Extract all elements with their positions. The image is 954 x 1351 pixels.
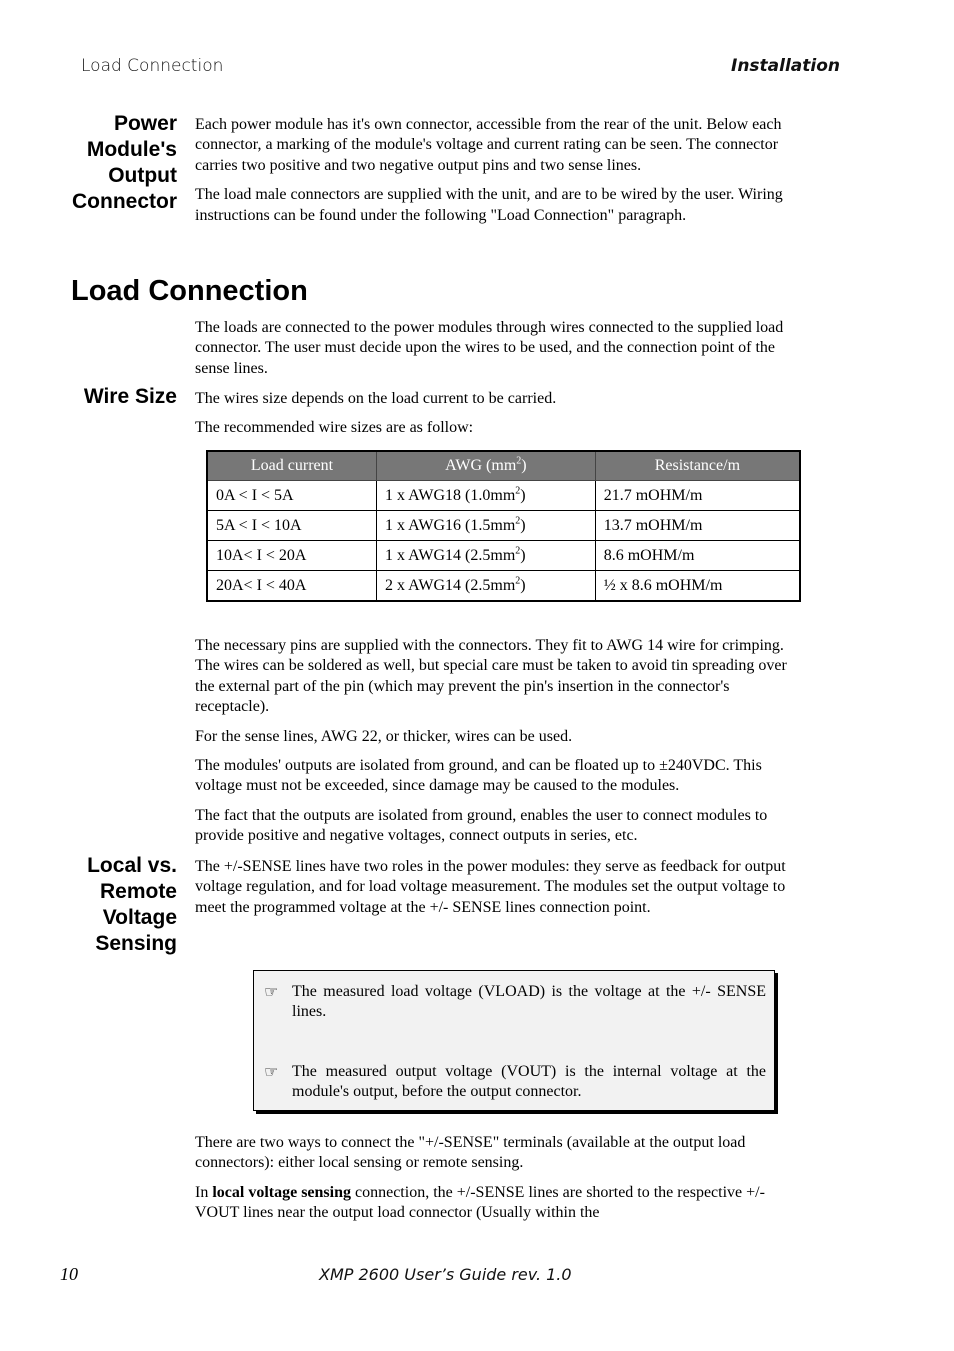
paragraph: The fact that the outputs are isolated from ground, enables the user to connect modules to provide positive and negative voltages, connect outputs in series, etc. xyxy=(195,806,768,845)
paragraph: For the sense lines, AWG 22, or thicker, wires can be used. xyxy=(195,727,573,745)
table-cell: ½ x 8.6 mOHM/m xyxy=(595,571,800,602)
paragraph: The recommended wire sizes are as follow: xyxy=(195,419,474,437)
heading-line: Remote xyxy=(99,880,177,903)
heading-line: Power xyxy=(113,112,177,135)
table-row xyxy=(207,511,800,541)
heading-line: Sensing xyxy=(95,932,177,955)
paragraph: In local voltage sensing connection, the +/-SENSE lines are shorted to the respective +/-VOUT lines near the output load connector (Usually within the xyxy=(195,1183,765,1222)
output-connector-heading xyxy=(27,111,177,215)
table-cell: 0A < I < 5A xyxy=(207,481,377,511)
note-box xyxy=(253,970,775,1111)
output-connector-text xyxy=(195,115,795,226)
note-text: The measured load voltage (VLOAD) is the voltage at the +/- SENSE lines. xyxy=(292,983,766,1021)
table-cell: 1 x AWG14 $(2.5mm^2)$ xyxy=(377,541,596,571)
sensing-details xyxy=(195,1133,795,1224)
table-cell: 1 x AWG18 $(1.0mm^2)$ xyxy=(377,481,596,511)
bold-term: local voltage sensing xyxy=(212,1183,351,1201)
paragraph: There are two ways to connect the "+/-SENSE" terminals (available at the output load connectors): either local sensing or remote sensing. xyxy=(195,1134,746,1172)
note-item xyxy=(264,1062,766,1103)
sensing-intro xyxy=(195,857,795,918)
table-cell: 2 x AWG14 $(2.5mm^2)$ xyxy=(377,571,596,602)
paragraph: The necessary pins are supplied with the connectors. They fit to AWG 14 wire for crimping. The wires can be soldered as well, but special care must be taken to avoid tin spreading over the external part of the pin (which may prevent the pin's insertion in the connector's receptacle). xyxy=(195,637,787,716)
heading-line: Module's xyxy=(86,138,177,161)
paragraph: The +/-SENSE lines have two roles in the power modules: they serve as feedback for output voltage regulation, and for load voltage measurement. The modules set the output voltage to meet the programmed voltage at the +/- SENSE lines connection point. xyxy=(195,858,786,916)
table-cell: 8.6 mOHM/m xyxy=(595,541,800,571)
wire-size-heading: Wire Size xyxy=(83,385,177,408)
table-cell: 1 x AWG16 $(1.5mm^2)$ xyxy=(377,511,596,541)
heading-line: Local vs. xyxy=(87,854,177,877)
table-cell: 5A < I < 10A xyxy=(207,511,377,541)
table-row xyxy=(207,481,800,511)
running-header-left: Load Connection xyxy=(81,56,224,76)
column-header: AWG $(mm^2)$ xyxy=(377,451,596,481)
heading-line: Voltage xyxy=(102,906,177,929)
pointing-hand-icon: ☞ xyxy=(264,982,279,1001)
wire-size-details xyxy=(195,636,795,847)
load-connection-intro xyxy=(195,318,795,379)
paragraph: The modules' outputs are isolated from ground, and can be floated up to ±240VDC. This voltage must not be exceeded, since damage may be caused to the modules. xyxy=(195,757,762,795)
paragraph: The loads are connected to the power modules through wires connected to the supplied load connector. The user must decide upon the wires to be used, and the connection point of the sense lines. xyxy=(195,319,784,377)
sensing-heading xyxy=(27,853,177,957)
note-text: The measured output voltage (VOUT) is the internal voltage at the module's output, before the output connector. xyxy=(292,1063,766,1101)
table-row xyxy=(207,541,800,571)
heading-line: Connector xyxy=(72,190,177,213)
table-row xyxy=(207,571,800,602)
paragraph: The wires size depends on the load current to be carried. xyxy=(195,390,557,407)
table-cell: 21.7 mOHM/m xyxy=(595,481,800,511)
note-item xyxy=(264,982,766,1023)
table-cell: 13.7 mOHM/m xyxy=(595,511,800,541)
pointing-hand-icon: ☞ xyxy=(264,1062,279,1081)
table-cell: 10A< I < 20A xyxy=(207,541,377,571)
page-number: 10 xyxy=(60,1264,78,1284)
wire-size-table xyxy=(206,450,801,602)
paragraph: Each power module has it's own connector, accessible from the rear of the unit. Below each connector, a marking of the module's voltage and current rating can be seen. The connector carries two positive and two negative output pins and two sense lines. xyxy=(195,116,782,174)
column-header: Resistance/m xyxy=(595,451,800,481)
heading-line: Output xyxy=(108,164,177,187)
section-title: Load Connection xyxy=(71,275,308,307)
wire-size-intro xyxy=(195,389,795,439)
running-header-right: Installation xyxy=(731,56,841,76)
footer-title: XMP 2600 User’s Guide rev. 1.0 xyxy=(319,1265,572,1284)
paragraph: The load male connectors are supplied with the unit, and are to be wired by the user. Wiring instructions can be found under the following "Load Connection" paragraph. xyxy=(195,186,783,224)
table-header-row xyxy=(207,451,800,481)
table-cell: 20A< I < 40A xyxy=(207,571,377,602)
column-header: Load current xyxy=(207,451,377,481)
